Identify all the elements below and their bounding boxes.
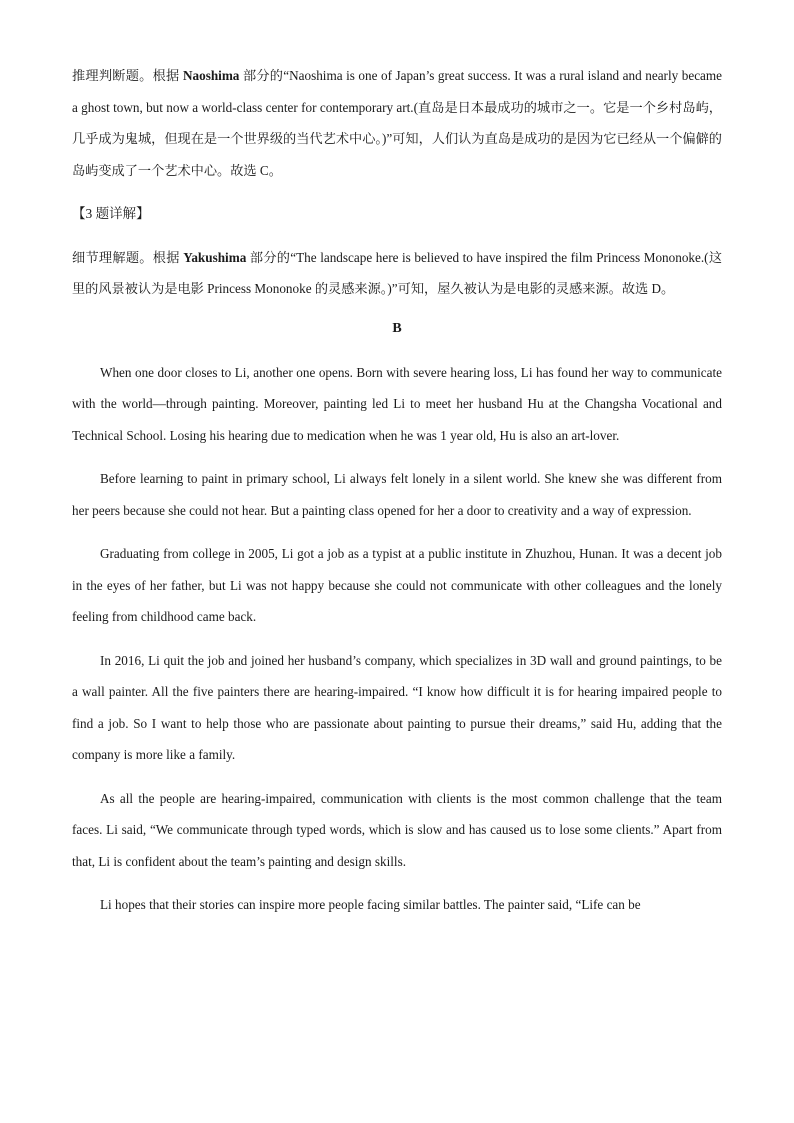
document-page xyxy=(72,60,722,933)
passage-paragraph-2: Before learning to paint in primary school, Li always felt lonely in a silent world. She knew she was different from her peers because she could not hear. But a painting class opened for her a door to creativity and a way of expression. xyxy=(72,471,722,518)
passage-paragraph-1: When one door closes to Li, another one opens. Born with severe hearing loss, Li has found her way to communicate with the world—through painting. Moreover, painting led Li to meet her husband Hu at the Changsha Vocational and Technical School. Losing his hearing due to medication when he was 1 year old, Hu is also an art-lover. xyxy=(72,364,722,443)
answer-2-keyword: Naoshima xyxy=(182,68,240,83)
answer-3-explanation xyxy=(72,242,722,305)
answer-3-keyword: Yakushima xyxy=(183,249,247,265)
passage-paragraph-6: Li hopes that their stories can inspire more people facing similar battles. The painter said, “Life can be xyxy=(100,897,641,912)
answer-2-lead: 推理判断题。根据 xyxy=(72,68,180,83)
passage-paragraph-4: In 2016, Li quit the job and joined her husband’s company, which specializes in 3D wall and ground paintings, to be a wall painter. All the five painters there are hearing-impaired. “I know how difficult it is for hearing impaired people to find a job. So I want to help those who are passionate about painting to pursue their dreams,” said Hu, adding that the company is more like a family. xyxy=(72,652,722,762)
section-title: B xyxy=(392,320,402,336)
answer-2-explanation xyxy=(72,60,722,186)
passage-paragraph-3: Graduating from college in 2005, Li got a job as a typist at a public institute in Zhuzhou, Hunan. It was a decent job in the eyes of her father, but Li was not happy because she could not communicate with other colleagues and the lonely feeling from childhood came back. xyxy=(72,546,722,624)
passage-paragraph-5: As all the people are hearing-impaired, communication with clients is the most common challenge that the team faces. Li said, “We communicate through typed words, which is slow and has caused us to lose some clients.” Apart from that, Li is confident about the team’s painting and design skills. xyxy=(72,790,722,869)
answer-3-lead: 细节理解题。根据 xyxy=(72,249,180,265)
answer-2-body: 部分的“Naoshima is one of Japan’s great success. It was a rural island and nearly became a ghost town, but now a world-class center for contemporary art.(直岛是日本最成功的城市之一。它是一个乡村岛屿，几乎成为鬼城，但现在是一个世界级的当代艺术中心。)”可知，人们认为直岛是成功的是因为它已经从一个偏僻的岛屿变成了一个艺术中心。故选 C。 xyxy=(72,68,723,178)
answer-3-body: 部分的“The landscape here is believed to have inspired the film Princess Mononoke.(这里的风景被认为是电影 Princess Mononoke 的灵感来源。)”可知，屋久被认为是电影的灵感来源。故选 D。 xyxy=(72,249,723,296)
question-3-heading: 【3 题详解】 xyxy=(72,206,150,221)
